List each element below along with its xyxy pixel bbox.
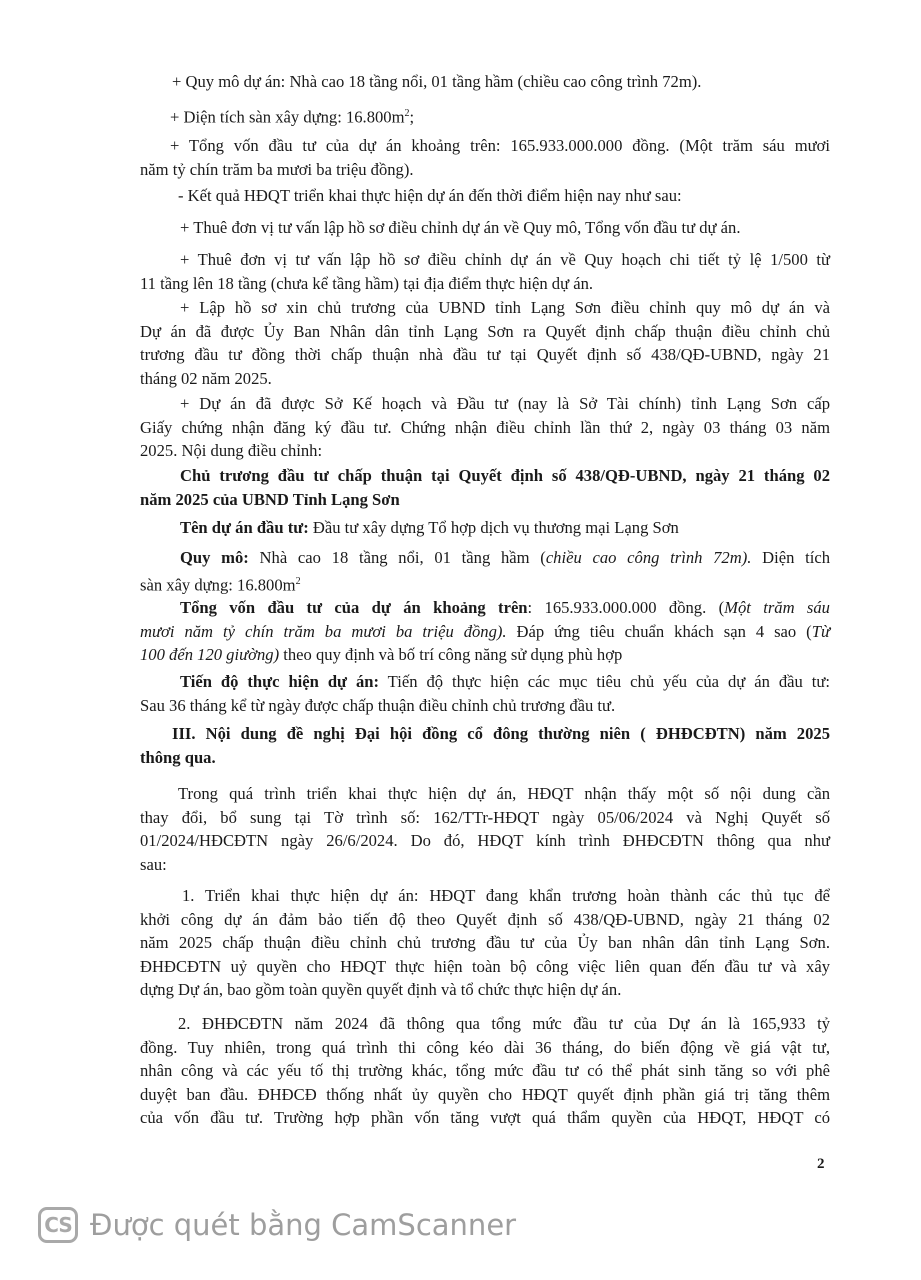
section-heading-iii: III. Nội dung đề nghị Đại hội đồng cổ đông thường niên ( ĐHĐCĐTN) năm 2025 thông qua.	[140, 724, 830, 767]
paragraph-floor-area: + Diện tích sàn xây dựng: $16.800m^2$;	[170, 107, 415, 127]
paragraph-approval-heading: Chủ trương đầu tư chấp thuận tại Quyết định số 438/QĐ-UBND, ngày 21 tháng 02 năm 2025 của UBND Tỉnh Lạng Sơn	[140, 466, 830, 509]
paragraph-total-investment: + Tổng vốn đầu tư của dự án khoảng trên: 165.933.000.000 đồng. (Một trăm sáu mươi năm tỷ chín trăm ba mươi ba triệu đồng).	[140, 136, 830, 179]
paragraph-consultant-planning: + Thuê đơn vị tư vấn lập hồ sơ điều chỉnh dự án về Quy hoạch chi tiết tỷ lệ 1/500 từ 11 tầng lên 18 tầng (chưa kể tầng hầm) tại địa điểm thực hiện dự án.	[140, 250, 830, 293]
paragraph-changes-intro: Trong quá trình triển khai thực hiện dự án, HĐQT nhận thấy một số nội dung cần thay đổi, bổ sung tại Tờ trình số: 162/TTr-HĐQT ngày 05/06/2024 và Nghị Quyết số 01/2024/HĐCĐTN ngày 26/6/2024. Do đó, HĐQT kính trình ĐHĐCĐTN thông qua như sau:	[140, 784, 830, 874]
paragraph-item-1: 1. Triển khai thực hiện dự án: HĐQT đang khẩn trương hoàn thành các thủ tục để khởi công dự án đảm bảo tiến độ theo Quyết định số 438/QĐ-UBND, ngày 21 tháng 02 năm 2025 chấp thuận điều chỉnh chủ trương đầu tư của Ủy ban nhân dân tỉnh Lạng Sơn. ĐHĐCĐTN uỷ quyền cho HĐQT thực hiện toàn bộ công việc liên quan đến đầu tư và xây dựng Dự án, bao gồm toàn quyền quyết định và tổ chức thực hiện dự án.	[140, 886, 830, 999]
paragraph-project-name: Tên dự án đầu tư: Đầu tư xây dựng Tổ hợp dịch vụ thương mại Lạng Sơn	[180, 518, 679, 537]
paragraph-investment-detail: Tổng vốn đầu tư của dự án khoảng trên: 165.933.000.000 đồng. (Một trăm sáu mươi năm tỷ chín trăm ba mươi ba triệu đồng). Đáp ứng tiêu chuẩn khách sạn 4 sao (Từ 100 đến 120 giường) theo quy định và bố trí công năng sử dụng phù hợp	[140, 598, 830, 664]
paragraph-progress: Tiến độ thực hiện dự án: Tiến độ thực hiện các mục tiêu chủ yếu của dự án đầu tư: Sau 36 tháng kể từ ngày được chấp thuận điều chỉnh chủ trương đầu tư.	[140, 672, 830, 715]
paragraph-hdqt-results: - Kết quả HĐQT triển khai thực hiện dự án đến thời điểm hiện nay như sau:	[178, 186, 682, 205]
page-number: 2	[817, 1156, 825, 1172]
camscanner-logo-icon: CS	[38, 1207, 78, 1243]
paragraph-project-scale: + Quy mô dự án: Nhà cao 18 tầng nổi, 01 tầng hầm (chiều cao công trình 72m).	[172, 72, 702, 91]
watermark-text: Được quét bằng CamScanner	[90, 1208, 517, 1242]
paragraph-investment-certificate: + Dự án đã được Sở Kế hoạch và Đầu tư (nay là Sở Tài chính) tỉnh Lạng Sơn cấp Giấy chứng nhận đăng ký đầu tư. Chứng nhận điều chỉnh lần thứ 2, ngày 03 tháng 03 năm 2025. Nội dung điều chỉnh:	[140, 394, 830, 460]
paragraph-consultant-scale: + Thuê đơn vị tư vấn lập hồ sơ điều chỉnh dự án về Quy mô, Tổng vốn đầu tư dự án.	[180, 218, 741, 237]
camscanner-watermark	[38, 1207, 516, 1243]
paragraph-scale-detail: Quy mô: Nhà cao 18 tầng nổi, 01 tầng hầm (chiều cao công trình 72m). Diện tích sàn xây dựng: $16.800m^2$	[140, 548, 830, 595]
paragraph-item-2: 2. ĐHĐCĐTN năm 2024 đã thông qua tổng mức đầu tư của Dự án là 165,933 tỷ đồng. Tuy nhiên, trong quá trình thi công kéo dài 36 tháng, do biến động về giá vật tư, nhân công và các yếu tố thị trường khác, tổng mức đầu tư có thể phát sinh tăng so với phê duyệt ban đầu. ĐHĐCĐ thống nhất ủy quyền cho HĐQT quyết định phần giá trị tăng thêm của vốn đầu tư. Trường hợp phần vốn tăng vượt quá thẩm quyền của HĐQT, HĐQT có	[140, 1014, 830, 1127]
paragraph-ubnd-approval: + Lập hồ sơ xin chủ trương của UBND tỉnh Lạng Sơn điều chỉnh quy mô dự án và Dự án đã được Ủy Ban Nhân dân tỉnh Lạng Sơn ra Quyết định chấp thuận điều chỉnh chủ trương đầu tư đồng thời chấp thuận nhà đầu tư tại Quyết định số 438/QĐ-UBND, ngày 21 tháng 02 năm 2025.	[140, 298, 830, 388]
